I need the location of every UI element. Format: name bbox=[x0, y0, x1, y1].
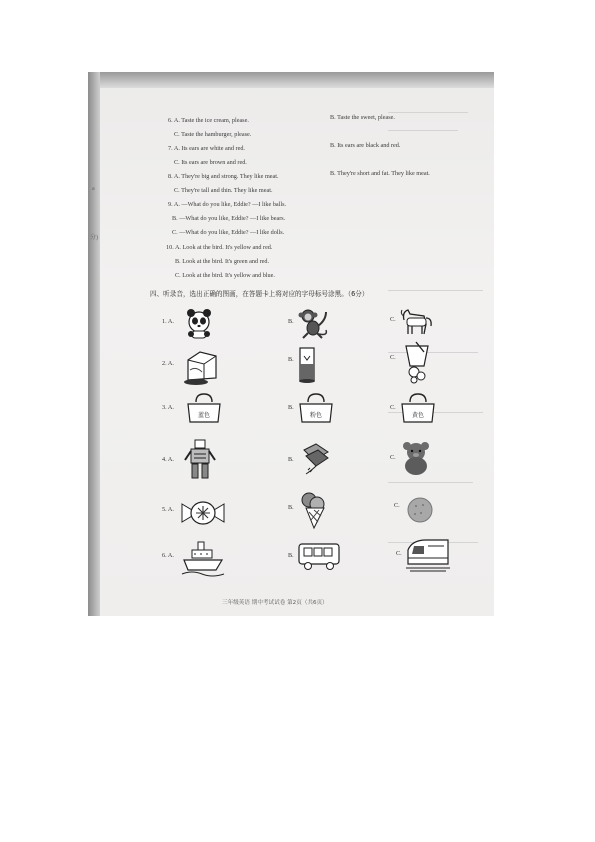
candy-icon bbox=[180, 496, 226, 528]
q9-option-a: 9. A. —What do you like, Eddie? —I like balls. bbox=[168, 201, 287, 208]
q9-option-b: B. —What do you like, Eddie? —I like bears. bbox=[172, 215, 286, 222]
q9-option-c: C. —What do you like, Eddie? —I like dolls. bbox=[172, 229, 285, 236]
row6-label-c: C. bbox=[396, 550, 402, 557]
milk-carton-icon bbox=[180, 346, 222, 386]
bleed-stroke bbox=[388, 482, 473, 483]
ship-icon bbox=[180, 538, 226, 578]
bleed-stroke bbox=[388, 290, 483, 291]
panda-icon bbox=[182, 308, 216, 340]
bag-text: 粉色 bbox=[309, 412, 323, 419]
q8-option-b: B. They're short and fat. They like meat. bbox=[330, 170, 430, 177]
bleed-stroke bbox=[388, 130, 458, 131]
page-footer: 三年级英语 期中考试试卷 第2页（共6页） bbox=[222, 600, 328, 606]
row4-label-a: 4. A. bbox=[162, 456, 174, 463]
monkey-icon bbox=[296, 306, 330, 340]
row3-label-a: 3. A. bbox=[162, 404, 174, 411]
ice-cream-cup-icon bbox=[402, 340, 432, 384]
row5-label-c: C. bbox=[394, 502, 400, 509]
q10-option-b: B. Look at the bird. It's green and red. bbox=[175, 258, 270, 265]
q7-option-c: C. Its ears are brown and red. bbox=[174, 159, 247, 166]
photo-left-shadow bbox=[88, 72, 100, 616]
row1-label-c: C. bbox=[390, 316, 396, 323]
bag-text: 黄色 bbox=[411, 412, 425, 419]
row2-label-a: 2. A. bbox=[162, 360, 174, 367]
q8-option-c: C. They're tall and thin. They like meat. bbox=[174, 187, 273, 194]
margin-mark: 分) bbox=[90, 235, 98, 241]
q10-option-c: C. Look at the bird. It's yellow and blue. bbox=[175, 272, 275, 279]
kite-icon bbox=[298, 440, 334, 476]
row4-label-c: C. bbox=[390, 454, 396, 461]
row3-label-c: C. bbox=[390, 404, 396, 411]
bag-icon bbox=[184, 392, 224, 424]
margin-mark: a bbox=[92, 186, 95, 192]
row4-label-b: B. bbox=[288, 456, 294, 463]
section-four-heading: 四、听录音，选出正确的图画，在答题卡上将对应的字母标号涂黑。（6分） bbox=[150, 290, 369, 298]
teddy-bear-icon bbox=[398, 440, 434, 476]
horse-icon bbox=[398, 306, 434, 338]
q6-option-b: B. Taste the sweet, please. bbox=[330, 114, 395, 121]
row5-label-b: B. bbox=[288, 504, 294, 511]
row6-label-b: B. bbox=[288, 552, 294, 559]
row1-label-b: B. bbox=[288, 318, 294, 325]
train-icon bbox=[404, 534, 452, 574]
ice-cream-cone-icon bbox=[298, 490, 328, 530]
bag-icon bbox=[398, 392, 438, 424]
q10-option-a: 10. A. Look at the bird. It's yellow and red. bbox=[166, 244, 273, 251]
robot-icon bbox=[182, 438, 218, 480]
row3-label-b: B. bbox=[288, 404, 294, 411]
bleed-stroke bbox=[388, 112, 468, 113]
q6-option-c: C. Taste the hamburger, please. bbox=[174, 131, 252, 138]
row6-label-a: 6. A. bbox=[162, 552, 174, 559]
q7-option-b: B. Its ears are black and red. bbox=[330, 142, 401, 149]
row2-label-b: B. bbox=[288, 356, 294, 363]
bag-text: 蓝色 bbox=[197, 412, 211, 419]
photo-top-shadow bbox=[88, 72, 494, 88]
q8-option-a: 8. A. They're big and strong. They like meat. bbox=[168, 173, 279, 180]
juice-glass-icon bbox=[296, 344, 318, 384]
q7-option-a: 7. A. Its ears are white and red. bbox=[168, 145, 245, 152]
q6-option-a: 6. A. Taste the ice cream, please. bbox=[168, 117, 249, 124]
row5-label-a: 5. A. bbox=[162, 506, 174, 513]
bag-icon bbox=[296, 392, 336, 424]
row2-label-c: C. bbox=[390, 354, 396, 361]
bus-icon bbox=[296, 540, 342, 572]
row1-label-a: 1. A. bbox=[162, 318, 174, 325]
cookie-icon bbox=[406, 496, 434, 524]
